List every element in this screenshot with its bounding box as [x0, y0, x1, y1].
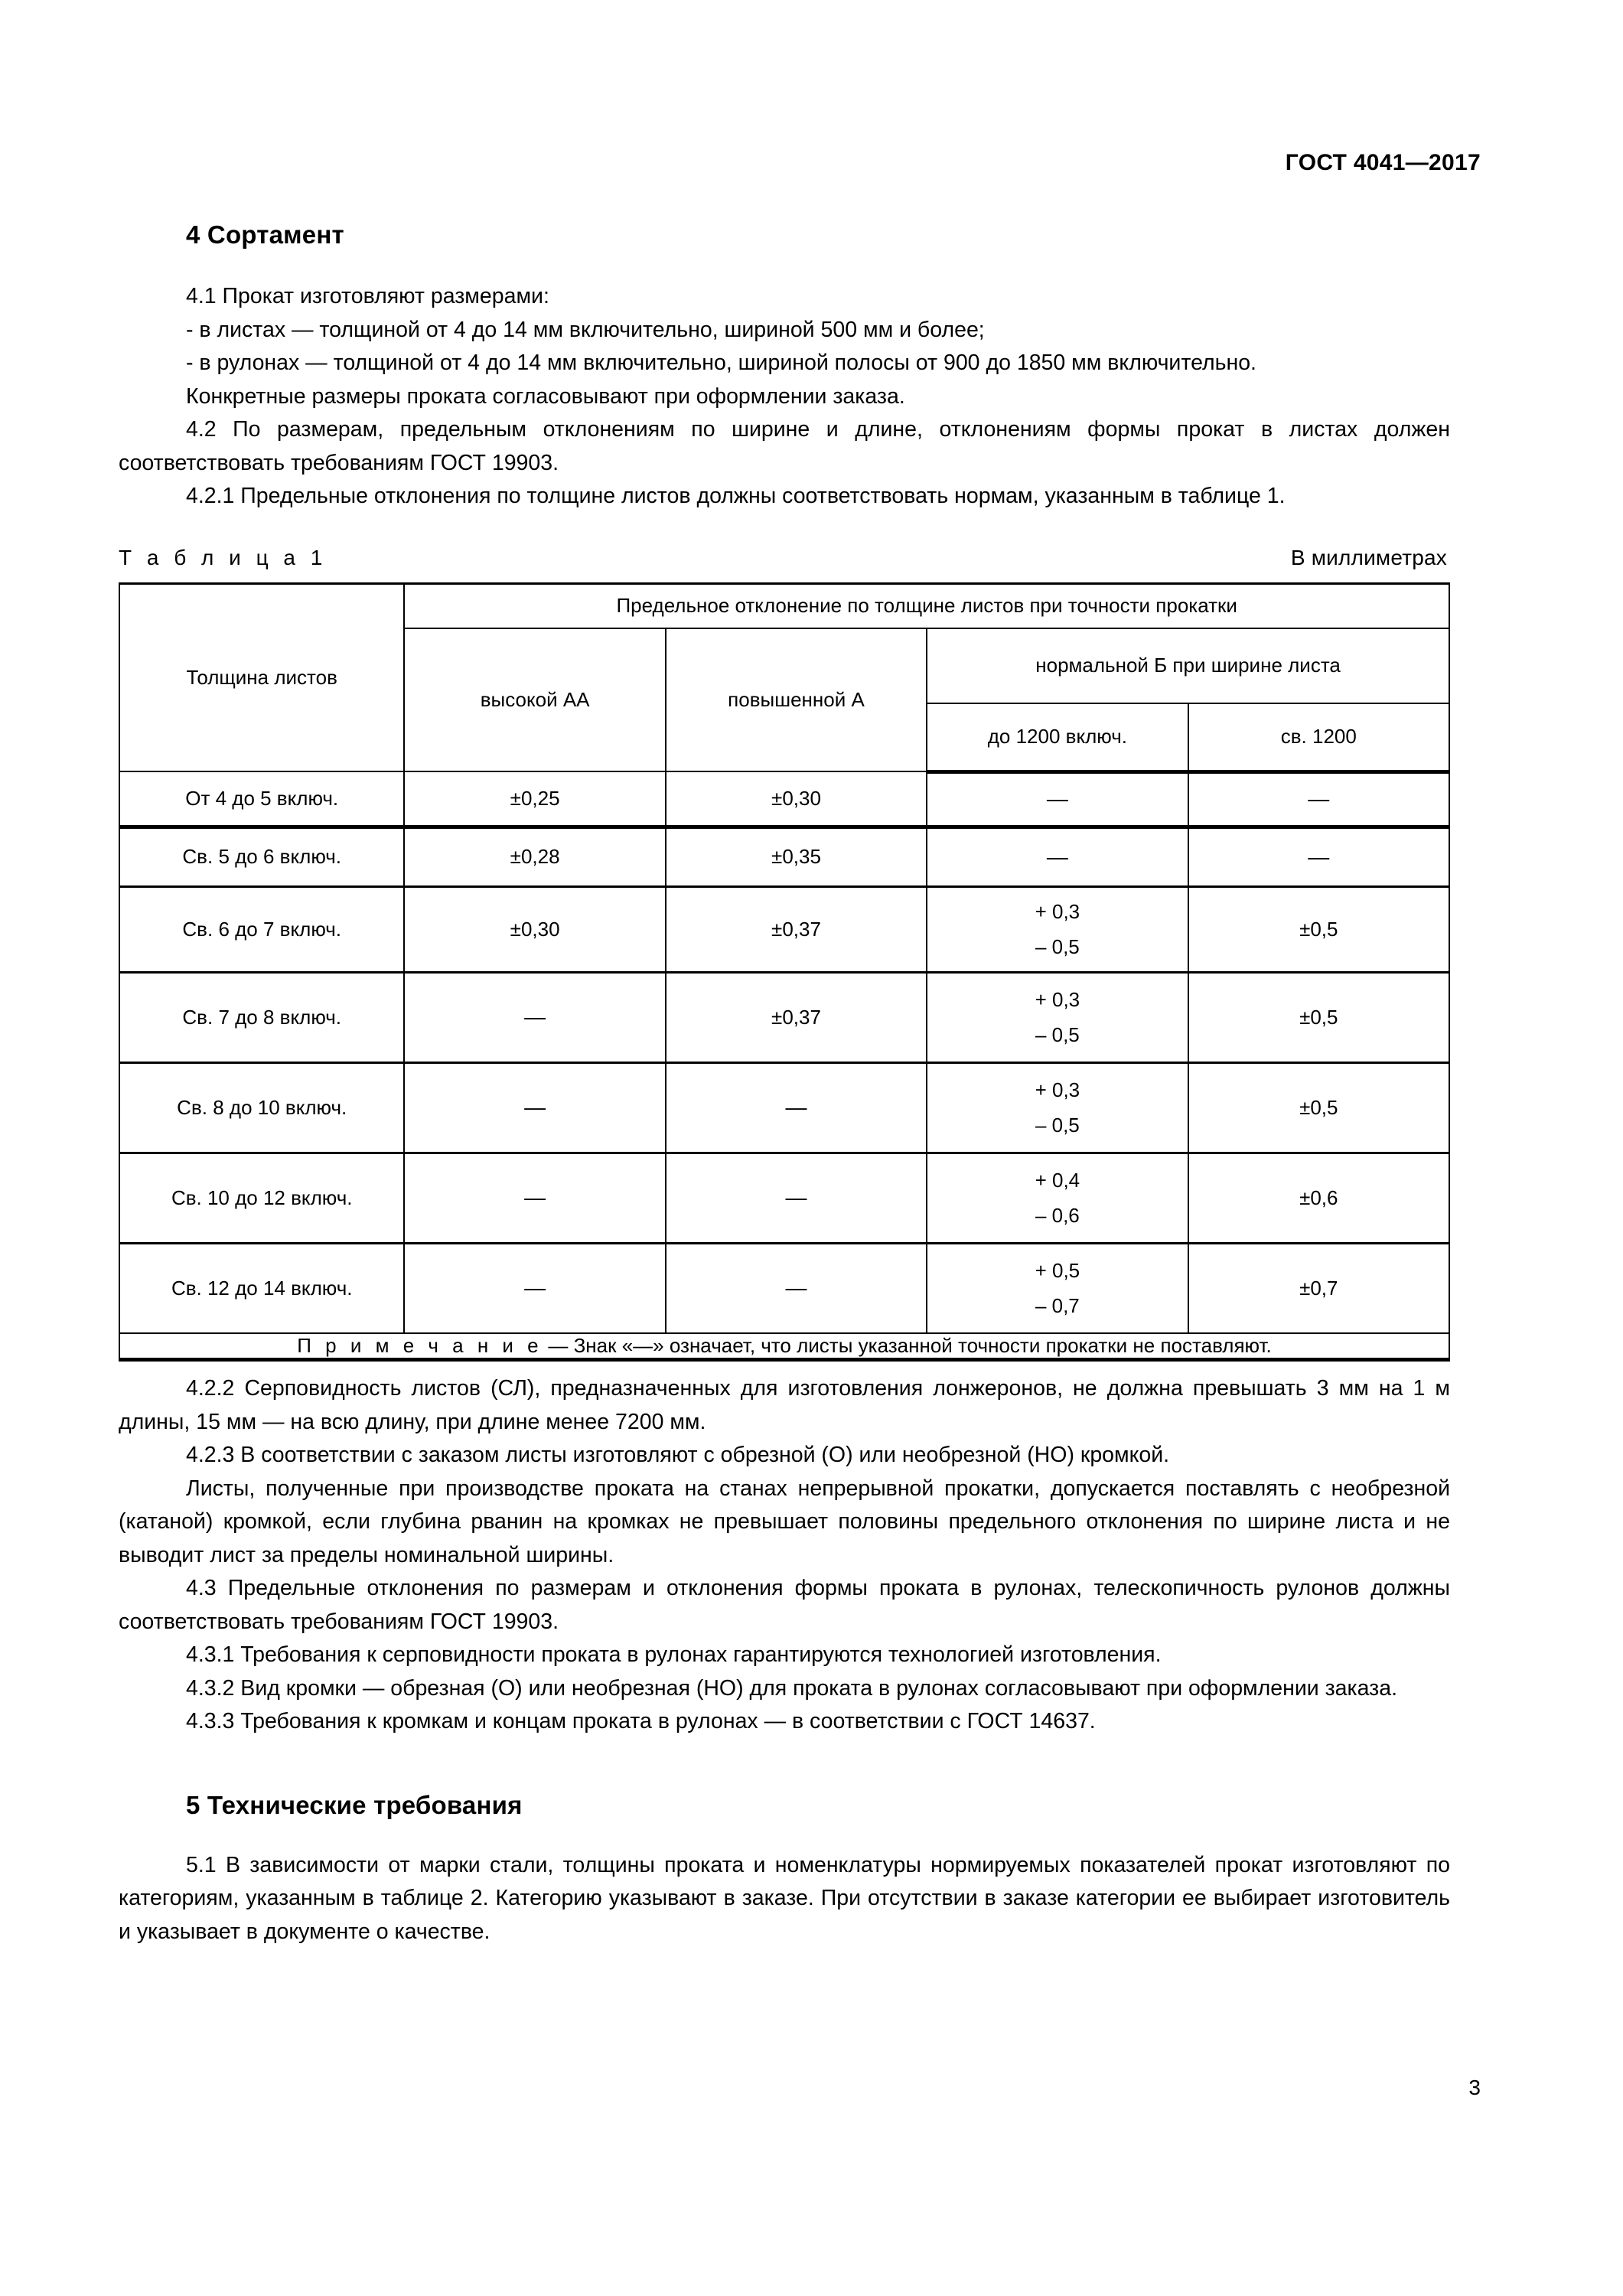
cell-aa: ±0,28: [404, 827, 665, 886]
table-1-note: [119, 1333, 1449, 1360]
table-row: [119, 1062, 1449, 1153]
cell-aa: —: [404, 1062, 665, 1153]
table-row: [119, 1153, 1449, 1243]
table-1-note-text: — Знак «—» означает, что листы указанной точности прокатки не поставляют.: [543, 1334, 1272, 1357]
cell-aa: ±0,25: [404, 771, 665, 827]
cell-b-upto: [927, 1153, 1188, 1243]
table-1-header-span-all: Предельное отклонение по толщине листов при точности прокатки: [404, 583, 1449, 628]
cell-b-upto-plus: + 0,4: [1035, 1169, 1080, 1192]
cell-b-over: ±0,5: [1188, 886, 1449, 972]
table-row: [119, 1243, 1449, 1333]
cell-thickness: Св. 5 до 6 включ.: [119, 827, 404, 886]
paragraph-4-2-3-continued: Листы, полученные при производстве проката на станах непрерывной прокатки, допускается поставлять с необрезной (катаной) кромкой, если глубина рванин на кромках не превышает половины предельного отклонения по ширине листа и не выводит лист за пределы номинальной ширины.: [119, 1476, 1450, 1567]
cell-a: ±0,37: [666, 886, 927, 972]
table-row: [119, 771, 1449, 827]
cell-b-upto-minus: – 0,5: [1035, 935, 1080, 958]
cell-b-upto-minus: – 0,5: [1035, 1114, 1080, 1137]
paragraph-4-2-2: 4.2.2 Серповидность листов (СЛ), предназначенных для изготовления лонжеронов, не должна превышать 3 мм на 1 м длины, 15 мм — на всю длину, при длине менее 7200 мм.: [119, 1376, 1450, 1434]
cell-b-upto: [927, 886, 1188, 972]
paragraph-4-1: 4.1 Прокат изготовляют размерами:: [186, 284, 549, 308]
cell-b-over: —: [1188, 827, 1449, 886]
section-heading-technical-requirements: 5 Технические требования: [186, 1790, 523, 1819]
cell-b-over: ±0,5: [1188, 972, 1449, 1062]
paragraph-4-1-item-coils: - в рулонах — толщиной от 4 до 14 мм включительно, шириной полосы от 900 до 1850 мм включительно.: [186, 351, 1256, 375]
cell-b-upto: —: [927, 771, 1188, 827]
cell-b-upto-plus: + 0,3: [1035, 988, 1080, 1011]
table-1-note-row: [119, 1333, 1449, 1360]
table-1-header-precision-aa: высокой АА: [404, 628, 665, 772]
cell-a: ±0,37: [666, 972, 927, 1062]
cell-b-upto-plus: + 0,5: [1035, 1259, 1080, 1283]
table-1-label: Т а б л и ц а 1: [119, 545, 328, 569]
paragraph-4-2-1: 4.2.1 Предельные отклонения по толщине листов должны соответствовать нормам, указанным в таблице 1.: [186, 484, 1286, 508]
cell-thickness: От 4 до 5 включ.: [119, 771, 404, 827]
cell-b-over: ±0,7: [1188, 1243, 1449, 1333]
page-number: 3: [1468, 2076, 1481, 2099]
table-1-caption-row: [119, 546, 1450, 570]
paragraph-4-2: 4.2 По размерам, предельным отклонениям по ширине и длине, отклонениям формы прокат в листах должен соответствовать требованиям ГОСТ 19903.: [119, 417, 1450, 475]
table-row: [119, 972, 1449, 1062]
cell-b-upto: [927, 1243, 1188, 1333]
cell-b-upto-plus: + 0,3: [1035, 1078, 1080, 1101]
table-1-units: В миллиметрах: [1290, 545, 1447, 569]
cell-thickness: Св. 10 до 12 включ.: [119, 1153, 404, 1243]
cell-b-upto-minus: – 0,5: [1035, 1023, 1080, 1046]
cell-thickness: Св. 6 до 7 включ.: [119, 886, 404, 972]
cell-a: —: [666, 1062, 927, 1153]
cell-b-over: ±0,5: [1188, 1062, 1449, 1153]
table-1-body: [119, 771, 1449, 1360]
cell-b-upto: [927, 1062, 1188, 1153]
paragraph-4-1-order-note: Конкретные размеры проката согласовывают при оформлении заказа.: [186, 383, 905, 409]
cell-a: ±0,30: [666, 771, 927, 827]
cell-a: —: [666, 1243, 927, 1333]
cell-b-upto-minus: – 0,7: [1035, 1294, 1080, 1318]
table-row: [119, 827, 1449, 886]
table-1-header-precision-b: нормальной Б при ширине листа: [927, 628, 1449, 703]
table-1-tolerances: [119, 582, 1450, 1362]
cell-aa: —: [404, 1153, 665, 1243]
cell-aa: —: [404, 972, 665, 1062]
paragraph-4-3-3: 4.3.3 Требования к кромкам и концам проката в рулонах — в соответствии с ГОСТ 14637.: [186, 1709, 1096, 1733]
table-1-header-precision-a: повышенной А: [666, 628, 927, 772]
table-1-header-width-over-1200: св. 1200: [1188, 703, 1449, 772]
cell-aa: —: [404, 1243, 665, 1333]
table-1-header-width-upto-1200: до 1200 включ.: [927, 703, 1188, 772]
table-1-head: [119, 583, 1449, 771]
table-row: [119, 886, 1449, 972]
cell-thickness: Св. 12 до 14 включ.: [119, 1243, 404, 1333]
cell-thickness: Св. 7 до 8 включ.: [119, 972, 404, 1062]
cell-thickness: Св. 8 до 10 включ.: [119, 1062, 404, 1153]
cell-b-over: ±0,6: [1188, 1153, 1449, 1243]
paragraph-4-3-2: 4.3.2 Вид кромки — обрезная (О) или необрезная (НО) для проката в рулонах согласовывают при оформлении заказа.: [186, 1675, 1397, 1701]
cell-b-upto-minus: – 0,6: [1035, 1204, 1080, 1227]
cell-aa: ±0,30: [404, 886, 665, 972]
section-heading-sortament: 4 Сортамент: [186, 220, 344, 249]
cell-b-upto: —: [927, 827, 1188, 886]
cell-a: —: [666, 1153, 927, 1243]
cell-b-upto: [927, 972, 1188, 1062]
running-header-standard-ref: ГОСТ 4041—2017: [1285, 150, 1481, 175]
paragraph-4-3: 4.3 Предельные отклонения по размерам и отклонения формы проката в рулонах, телескопичность рулонов должны соответствовать требованиям ГОСТ 19903.: [119, 1576, 1450, 1634]
paragraph-4-3-1: 4.3.1 Требования к серповидности проката в рулонах гарантируются технологией изготовления.: [186, 1642, 1162, 1667]
cell-a: ±0,35: [666, 827, 927, 886]
paragraph-4-1-item-sheets: - в листах — толщиной от 4 до 14 мм включительно, шириной 500 мм и более;: [186, 317, 985, 342]
table-1-head-row-1: [119, 583, 1449, 628]
paragraph-5-1: 5.1 В зависимости от марки стали, толщины проката и номенклатуры нормируемых показателей прокат изготовляют по категориям, указанным в таблице 2. Категорию указывают в заказе. При отсутствии в заказе категории ее выбирает изготовитель и указывает в документе о качестве.: [119, 1852, 1450, 1944]
table-1-note-label: П р и м е ч а н и е: [297, 1334, 543, 1357]
cell-b-over: —: [1188, 771, 1449, 827]
paragraph-4-2-3: 4.2.3 В соответствии с заказом листы изготовляют с обрезной (О) или необрезной (НО) кромкой.: [186, 1443, 1170, 1467]
cell-b-upto-plus: + 0,3: [1035, 900, 1080, 923]
page-content: [119, 220, 1450, 1949]
table-1-header-thickness: Толщина листов: [119, 583, 404, 771]
